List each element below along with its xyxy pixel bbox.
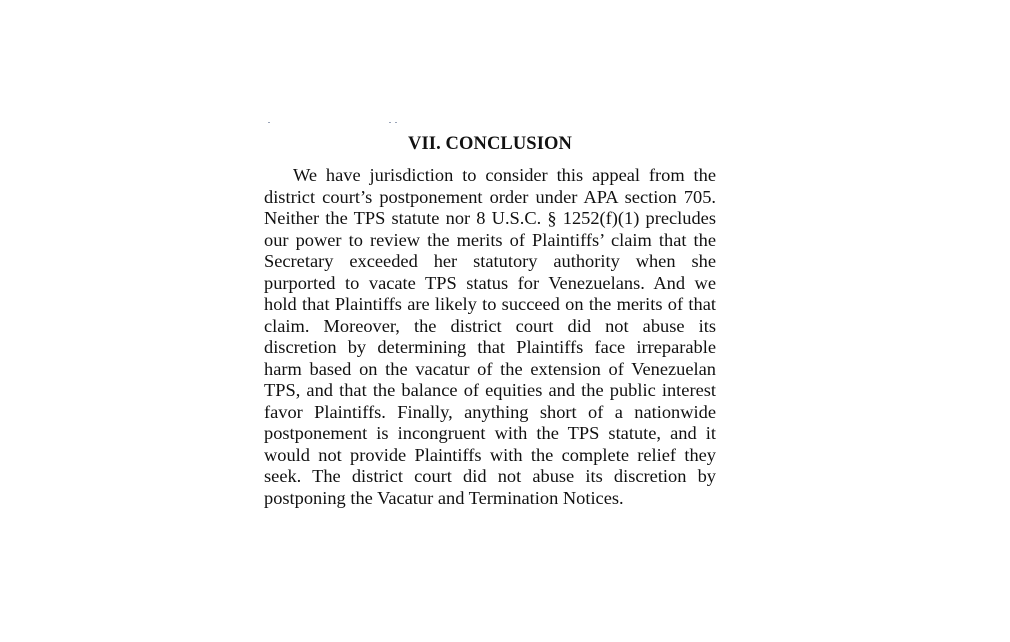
paragraph-line: our power to review the merits of Plaintiffs’ claim that the bbox=[264, 229, 716, 250]
paragraph-line: TPS, and that the balance of equities and the public interest bbox=[264, 380, 716, 400]
scan-artifact bbox=[389, 122, 391, 123]
paragraph-line: hold that Plaintiffs are likely to succeed on the merits of that bbox=[264, 294, 716, 314]
conclusion-paragraph bbox=[264, 165, 716, 509]
paragraph-line: would not provide Plaintiffs with the complete relief they bbox=[264, 444, 716, 465]
scan-artifact bbox=[395, 122, 397, 123]
scan-artifact bbox=[268, 122, 270, 123]
paragraph-line: district court’s postponement order under APA section 705. bbox=[264, 186, 716, 207]
paragraph-line: purported to vacate TPS status for Venezuelans. And we bbox=[264, 272, 716, 293]
paragraph-line: Neither the TPS statute nor 8 U.S.C. § 1252(f)(1) precludes bbox=[264, 208, 716, 228]
paragraph-line: seek. The district court did not abuse its discretion by bbox=[264, 466, 716, 486]
paragraph-line: Secretary exceeded her statutory authority when she bbox=[264, 251, 716, 271]
paragraph-line: postponing the Vacatur and Termination Notices. bbox=[264, 487, 624, 508]
paragraph-line: postponement is incongruent with the TPS statute, and it bbox=[264, 423, 716, 443]
paragraph-line: We have jurisdiction to consider this appeal from the bbox=[293, 165, 716, 185]
section-heading: VII. CONCLUSION bbox=[408, 134, 572, 154]
paragraph-line: favor Plaintiffs. Finally, anything short of a nationwide bbox=[264, 401, 716, 422]
paragraph-line: claim. Moreover, the district court did not abuse its bbox=[264, 315, 716, 336]
paragraph-line: discretion by determining that Plaintiffs face irreparable bbox=[264, 337, 716, 357]
paragraph-line: harm based on the vacatur of the extension of Venezuelan bbox=[264, 358, 716, 379]
